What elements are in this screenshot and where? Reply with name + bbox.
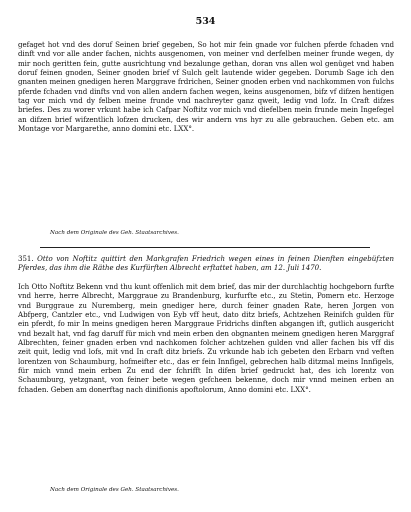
document-2-heading [18,255,394,273]
document-2-source-note: Nach dem Originale des Geh. Staatsarchives. [50,487,179,493]
document-2-body: Ich Otto Noftitz Bekenn vnd thu kunt offenlich mit dem brief, das mir der durchlachtig hochgeborn furfte vnd herre, herre Albrecht, Marggraue zu Brandenburg, kurfurfte etc., zu Stetin, Pomern etc. Herzoge vnd Burggraue zu Nuremberg, mein gnediger here, durch feiner gnaden Rate, heren Jorgen von Abfperg, Cantzler etc., vnd Ludwigen von Eyb vff heut, dato ditz briefs, Achtzehen Reinifch gulden für ein pferdt, fo mir In meins gnedigen heren Marggraue Fridrichs dinften abgangen ift, gutlich ausgericht vnd bezalt hat, vnd fag daruff für mich vnd mein erben den obgnanten meinem gnedigen heren Marggraf Albrechten, feiner gnaden erben vnd nachkomen folcher achtzehen gulden vnd aller fachen bis vff dis zeit quit, ledig vnd lofs, mit vnd In craft ditz briefs. Zu vrkunde hab ich gebeten den Erbarn vnd veften lorentzen von Schaumburg, hofmeifter etc., das er fein Innfigel, gebrechen halb ditzmal meins Innfigels, für mich vnnd mein erben Zu end der fchrifft In difen brief gedruckt hat, des ich lorentz von Schaumburg, yetzgnant, von feiner bete wegen gefcheen bekenne, doch mir vnnd meinen erben an fchaden. Geben am donerftag nach dinifionis apoftolorum, Anno domini etc. LXX°. [18,282,394,394]
document-1-source-note: Nach dem Originale des Geh. Staatsarchives. [50,230,179,236]
section-divider [40,247,370,248]
document-1-body: gefaget hot vnd des doruf Seinen brief gegeben, So hot mir fein gnade vor fulchen pferde fchaden vnd dinft vnd vor alle ander fachen, nichts ausgenomen, von meiner vnd derfelben meiner frunde wegen, dy mir noch geritten fein, gutte ausrichtung vnd bezalunge gethan, doran vns allen wol genüget vnd haben doruf feinen gnoden, Seiner gnoden brief vf Sulch gelt lautende wider gegeben. Dorumb Sage ich den gnanten meinen gnedigen heren Marggrave frdrichen, Seiner gnoden erben vnd nachkommen von fulchs pferde fchaden vnd dinfts vnd von allen andern fachen wegen, keins ausgenomen, bifz vf difzen hentigen tag vor mich vnd dy felben meine frunde vnd nachreyter ganz qweit, ledig vnd lofz. In Craft difzes briefes. Des zu worer vrkunt habe ich Cafpar Noftitz vor mich vnd diefelben mein frunde mein Ingefegel an difzen brief wifzentlich lofzen drucken, des wir andern vns hyr zu alle gebrauchen. Geben etc. am Montage vor Margarethe, anno domini etc. LXX°. [18,40,394,134]
page-number: 534 [195,16,216,27]
document-2-number: 351. [18,255,34,263]
document-2-heading-text: Otto von Noftitz quittirt den Markgrafen Friedrich wegen eines in feinen Dienften eingebüfzten Pferdes, das ihm die Räthe des Kurfürften Albrecht erftattet haben, am 12. Juli 1470. [18,255,394,273]
